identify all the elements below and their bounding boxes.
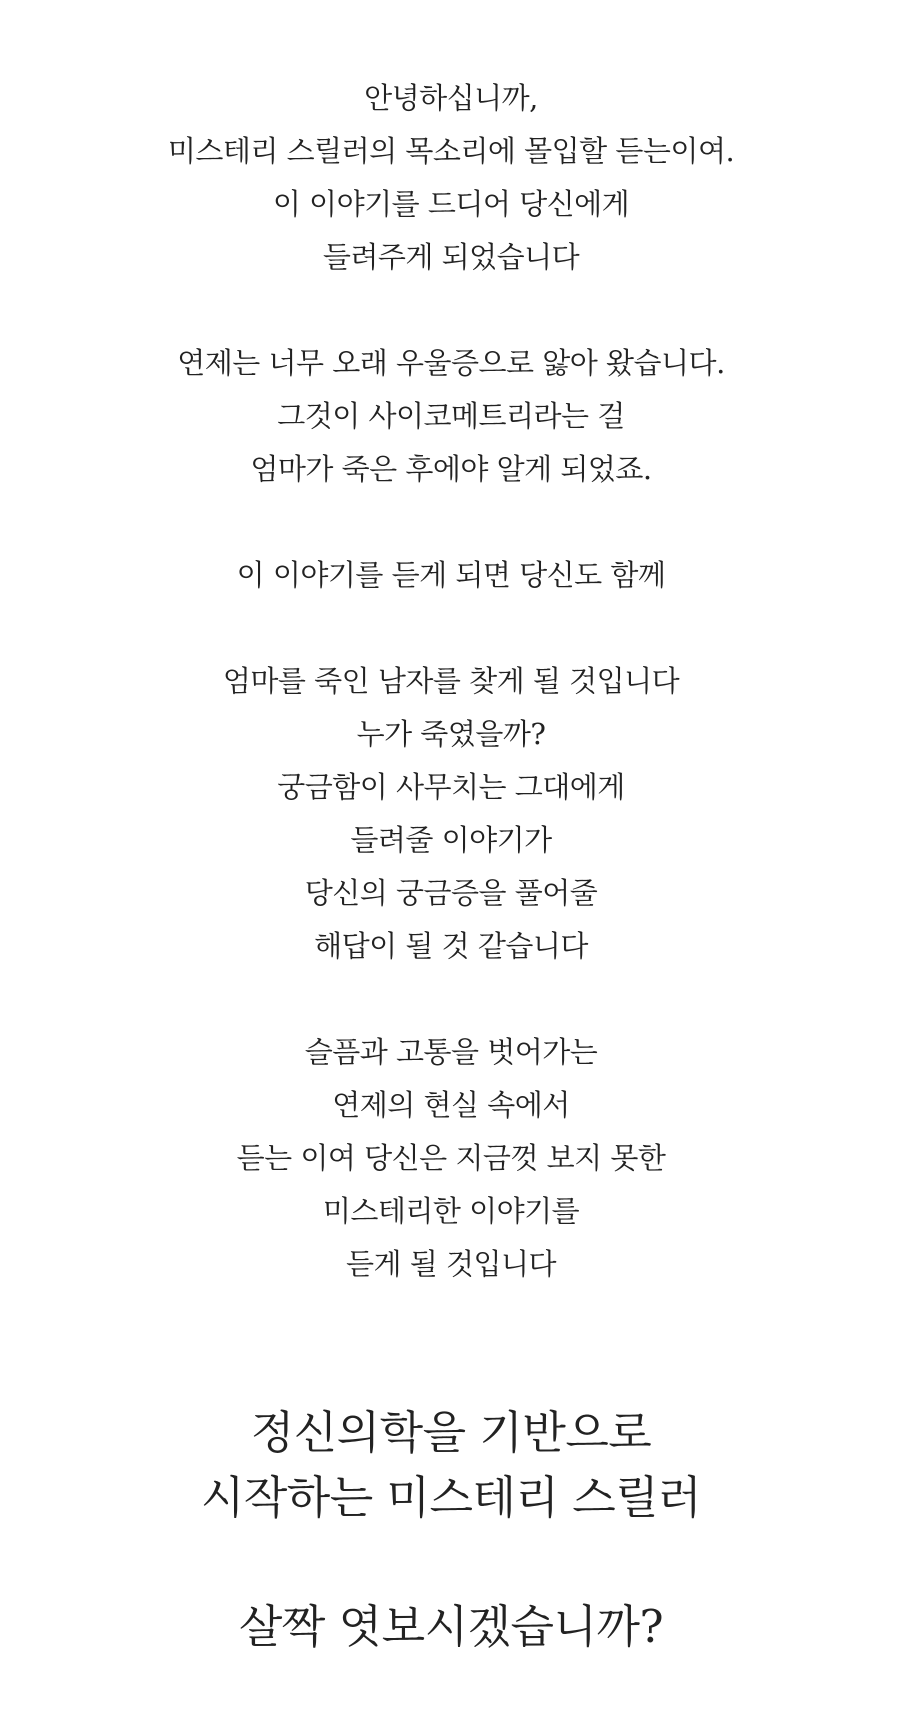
stanza-promise (0, 1026, 902, 1291)
text-line: 궁금함이 사무치는 그대에게 (277, 770, 625, 804)
text-line: 들려줄 이야기가 (350, 823, 552, 857)
text-line: 당신의 궁금증을 풀어줄 (304, 876, 598, 910)
closing-question: 살짝 엿보시겠습니까? (238, 1600, 664, 1653)
text-line: 들려주게 되었습니다 (322, 240, 580, 274)
text-line: 엄마가 죽은 후에야 알게 되었죠. (250, 452, 652, 486)
text-line: 미스테리 스릴러의 목소리에 몰입할 듣는이여. (167, 134, 735, 168)
headline-line-2: 시작하는 미스테리 스릴러 (200, 1471, 702, 1524)
text-line: 이 이야기를 드디어 당신에게 (272, 187, 630, 221)
text-line: 미스테리한 이야기를 (322, 1194, 580, 1228)
text-line: 안녕하십니까, (364, 81, 538, 115)
text-line: 누가 죽였을까? (356, 717, 546, 751)
intro-text (0, 72, 902, 1291)
stanza-mystery (0, 655, 902, 973)
stanza-greeting (0, 72, 902, 284)
text-line: 이 이야기를 듣게 되면 당신도 함께 (236, 558, 666, 592)
text-line: 연제는 너무 오래 우울증으로 앓아 왔습니다. (177, 346, 725, 380)
text-line: 연제의 현실 속에서 (332, 1088, 570, 1122)
text-line: 듣는 이여 당신은 지금껏 보지 못한 (236, 1141, 666, 1175)
text-line: 그것이 사이코메트리라는 걸 (277, 399, 625, 433)
text-line: 듣게 될 것입니다 (345, 1247, 557, 1281)
text-line: 해답이 될 것 같습니다 (314, 929, 588, 963)
closing-headline (0, 1400, 902, 1659)
text-line: 엄마를 죽인 남자를 찾게 될 것입니다 (222, 664, 680, 698)
headline-line-1: 정신의학을 기반으로 (250, 1406, 652, 1459)
text-line: 슬픔과 고통을 벗어가는 (304, 1035, 598, 1069)
stanza-background (0, 337, 902, 496)
stanza-invitation (0, 549, 902, 602)
